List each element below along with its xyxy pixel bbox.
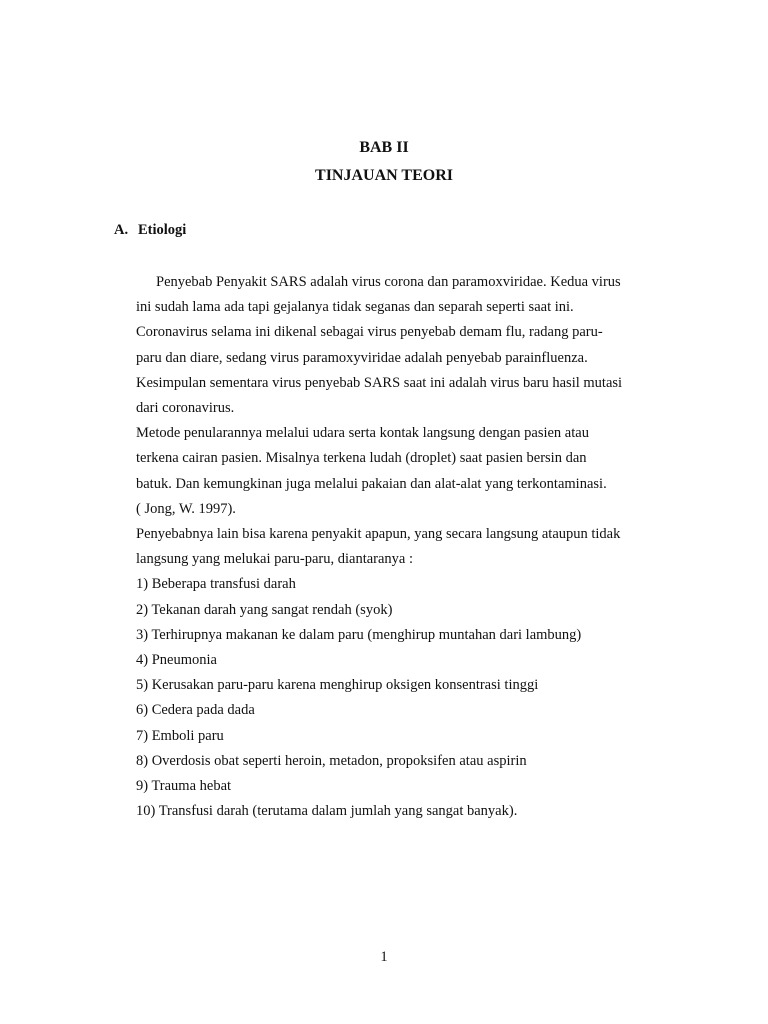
list-item: 4) Pneumonia xyxy=(136,652,217,669)
list-item: 1) Beberapa transfusi darah xyxy=(136,576,296,593)
paragraph-line: langsung yang melukai paru-paru, diantaranya : xyxy=(136,551,414,568)
paragraph-line: paru dan diare, sedang virus paramoxyviridae adalah penyebab parainfluenza. xyxy=(136,349,588,366)
paragraph-other-causes xyxy=(136,522,676,572)
list-item: 5) Kerusakan paru-paru karena menghirup oksigen konsentrasi tinggi xyxy=(136,677,539,694)
section-title: Etiologi xyxy=(138,222,187,238)
list-item: 7) Emboli paru xyxy=(136,727,224,744)
page-number: 1 xyxy=(380,949,388,965)
citation: ( Jong, W. 1997). xyxy=(136,500,236,517)
list-item: 9) Trauma hebat xyxy=(136,778,232,795)
paragraph-line: terkena cairan pasien. Misalnya terkena ludah (droplet) saat pasien bersin dan xyxy=(136,450,587,467)
paragraph-etiology-cause xyxy=(136,270,676,421)
paragraph-line: Penyebab Penyakit SARS adalah virus corona dan paramoxviridae. Kedua virus xyxy=(156,274,621,290)
paragraph-line: Coronavirus selama ini dikenal sebagai virus penyebab demam flu, radang paru- xyxy=(136,324,603,341)
list-item: 3) Terhirupnya makanan ke dalam paru (menghirup muntahan dari lambung) xyxy=(136,626,582,643)
paragraph-line: dari coronavirus. xyxy=(136,400,235,417)
list-item: 8) Overdosis obat seperti heroin, metadon, propoksifen atau aspirin xyxy=(136,752,527,769)
chapter-title: TINJAUAN TEORI xyxy=(315,167,453,184)
paragraph-line: ini sudah lama ada tapi gejalanya tidak seganas dan separah seperti saat ini. xyxy=(136,299,574,316)
paragraph-line: batuk. Dan kemungkinan juga melalui pakaian dan alat-alat yang terkontaminasi. xyxy=(136,475,607,492)
chapter-number: BAB II xyxy=(359,139,409,156)
section-letter: A. xyxy=(114,222,129,238)
paragraph-transmission xyxy=(136,421,676,522)
causes-list xyxy=(136,572,676,824)
paragraph-line: Kesimpulan sementara virus penyebab SARS saat ini adalah virus baru hasil mutasi xyxy=(136,374,623,391)
section-body xyxy=(136,270,676,824)
paragraph-line: Penyebabnya lain bisa karena penyakit apapun, yang secara langsung ataupun tidak xyxy=(136,526,621,543)
paragraph-line: Metode penularannya melalui udara serta kontak langsung dengan pasien atau xyxy=(136,425,589,442)
list-item: 2) Tekanan darah yang sangat rendah (syok) xyxy=(136,601,393,618)
list-item: 10) Transfusi darah (terutama dalam jumlah yang sangat banyak). xyxy=(136,803,518,820)
section-heading xyxy=(114,220,186,240)
list-item: 6) Cedera pada dada xyxy=(136,702,255,719)
